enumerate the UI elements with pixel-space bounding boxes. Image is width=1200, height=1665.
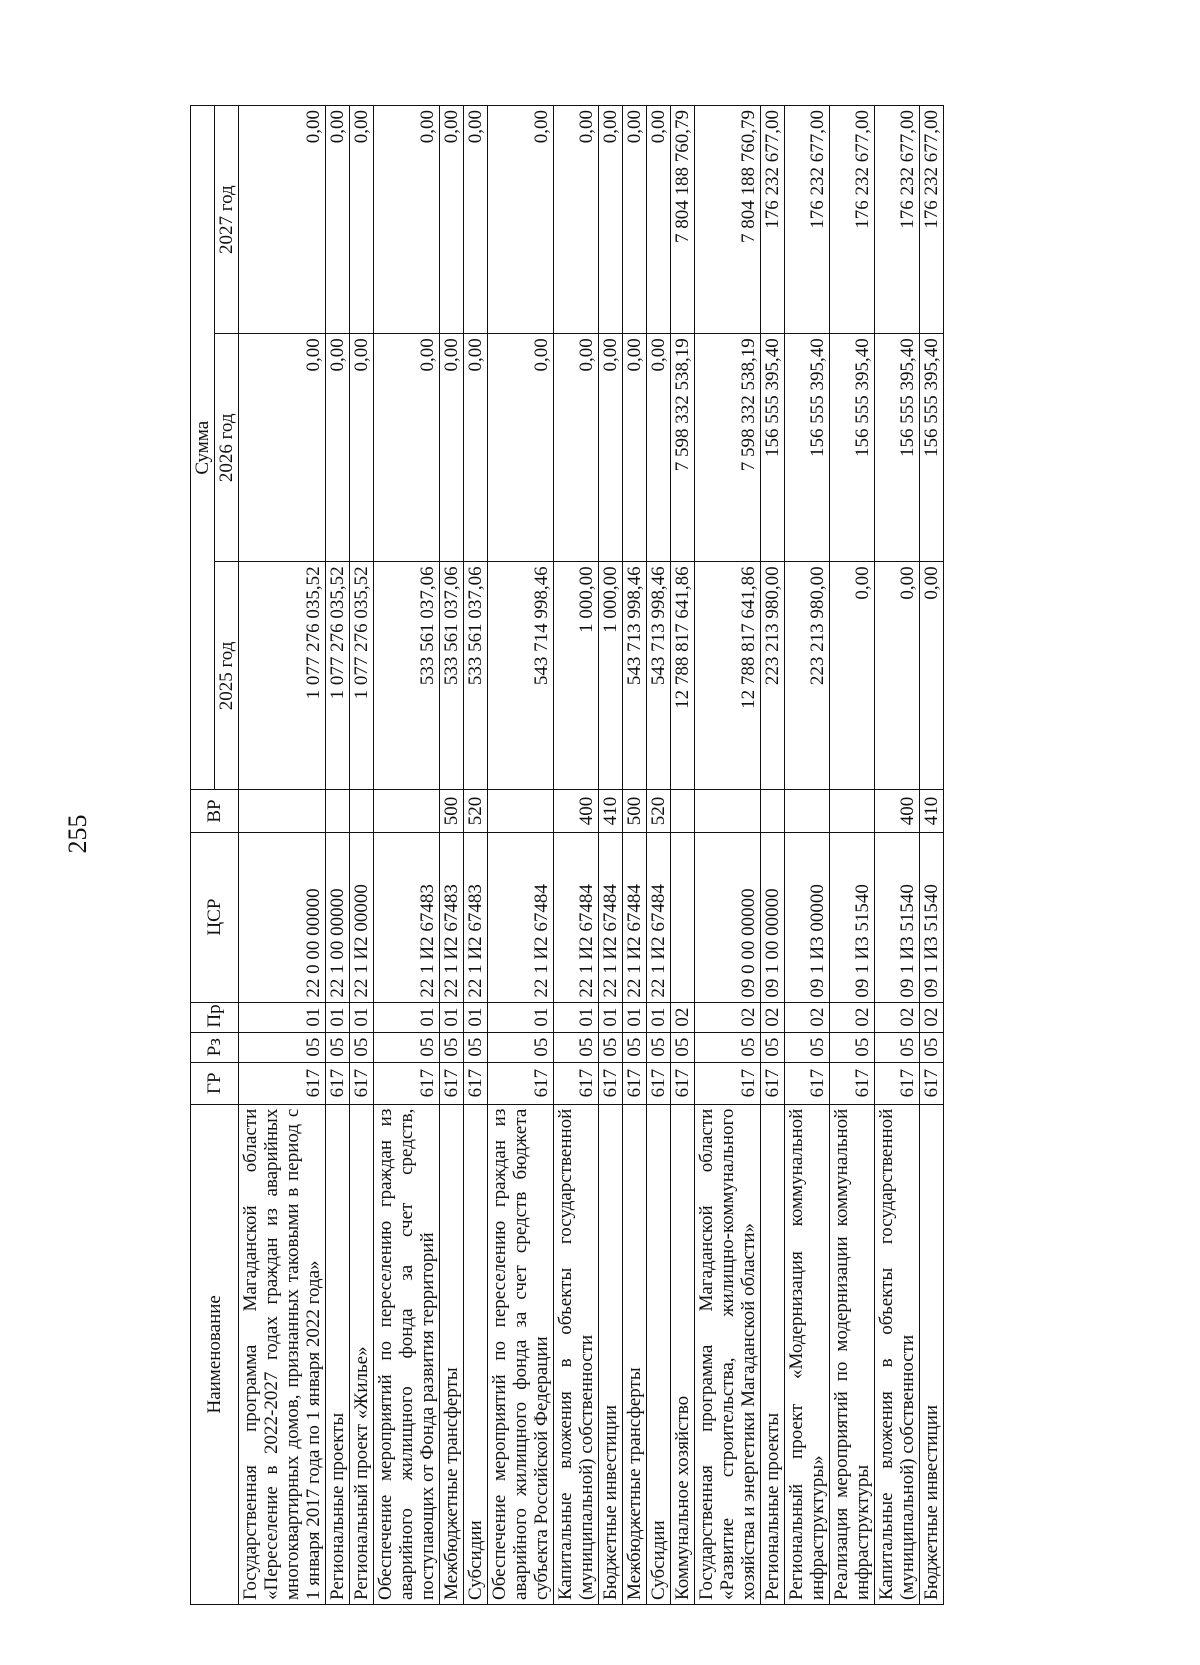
cell-name: Региональные проекты	[761, 1104, 785, 1604]
cell-pr: 01	[647, 1002, 671, 1032]
table-row	[695, 106, 761, 1605]
cell-name: Субсидии	[647, 1104, 671, 1604]
cell-amount-2025: 1 000,00	[599, 562, 623, 790]
cell-amount-2025: 1 077 276 035,52	[350, 562, 374, 790]
cell-rz: 05	[464, 1032, 488, 1062]
header-rz: Рз	[191, 1032, 239, 1062]
header-pr: Пр	[191, 1002, 239, 1032]
cell-pr: 01	[440, 1002, 464, 1032]
cell-amount-2025: 533 561 037,06	[464, 562, 488, 790]
cell-pr: 01	[623, 1002, 647, 1032]
cell-amount-2025: 12 788 817 641,86	[695, 562, 761, 790]
cell-vr: 500	[440, 790, 464, 832]
cell-vr: 520	[647, 790, 671, 832]
cell-amount-2027: 0,00	[599, 106, 623, 334]
cell-gr: 617	[875, 1062, 920, 1104]
cell-amount-2026: 0,00	[350, 334, 374, 562]
cell-amount-2026: 0,00	[374, 334, 440, 562]
table-row	[488, 106, 554, 1605]
cell-pr: 01	[350, 1002, 374, 1032]
cell-amount-2026: 0,00	[326, 334, 350, 562]
cell-rz: 05	[875, 1032, 920, 1062]
cell-amount-2025: 1 000,00	[554, 562, 599, 790]
cell-amount-2026: 0,00	[239, 334, 326, 562]
cell-amount-2026: 156 555 395,40	[761, 334, 785, 562]
cell-csr: 09 1 И3 00000	[785, 832, 830, 1002]
cell-rz: 05	[695, 1032, 761, 1062]
cell-vr	[671, 790, 695, 832]
cell-vr: 500	[623, 790, 647, 832]
cell-csr: 22 1 И2 67484	[488, 832, 554, 1002]
table-row	[623, 106, 647, 1605]
cell-name: Капитальные вложения в объекты государственной (муниципальной) собственности	[554, 1104, 599, 1604]
cell-amount-2025: 543 714 998,46	[488, 562, 554, 790]
cell-rz: 05	[761, 1032, 785, 1062]
cell-amount-2027: 0,00	[374, 106, 440, 334]
cell-pr: 02	[695, 1002, 761, 1032]
cell-rz: 05	[830, 1032, 875, 1062]
cell-amount-2027: 7 804 188 760,79	[671, 106, 695, 334]
cell-vr	[695, 790, 761, 832]
cell-pr: 01	[464, 1002, 488, 1032]
table-row	[830, 106, 875, 1605]
cell-amount-2026: 0,00	[647, 334, 671, 562]
header-sum: Сумма	[191, 106, 215, 791]
cell-csr: 22 1 И2 67483	[464, 832, 488, 1002]
cell-vr	[761, 790, 785, 832]
cell-amount-2027: 0,00	[239, 106, 326, 334]
table-row	[785, 106, 830, 1605]
cell-gr: 617	[623, 1062, 647, 1104]
cell-gr: 617	[695, 1062, 761, 1104]
cell-csr: 22 1 И2 67484	[623, 832, 647, 1002]
cell-csr: 09 0 00 00000	[695, 832, 761, 1002]
cell-amount-2025: 0,00	[875, 562, 920, 790]
cell-name: Обеспечение мероприятий по переселению граждан из аварийного жилищного фонда за счет средств бюджета субъекта Российской Федерации	[488, 1104, 554, 1604]
cell-amount-2027: 176 232 677,00	[785, 106, 830, 334]
table-body	[239, 106, 944, 1605]
cell-pr: 02	[761, 1002, 785, 1032]
cell-amount-2027: 0,00	[350, 106, 374, 334]
cell-gr: 617	[488, 1062, 554, 1104]
cell-vr	[326, 790, 350, 832]
table-row	[554, 106, 599, 1605]
table-row	[350, 106, 374, 1605]
cell-vr	[488, 790, 554, 832]
cell-amount-2027: 0,00	[440, 106, 464, 334]
cell-gr: 617	[785, 1062, 830, 1104]
cell-rz: 05	[623, 1032, 647, 1062]
cell-pr: 01	[599, 1002, 623, 1032]
cell-vr: 410	[599, 790, 623, 832]
cell-amount-2026: 156 555 395,40	[785, 334, 830, 562]
table-row	[440, 106, 464, 1605]
cell-gr: 617	[464, 1062, 488, 1104]
cell-csr: 09 1 И3 51540	[830, 832, 875, 1002]
table-row	[671, 106, 695, 1605]
cell-amount-2026: 156 555 395,40	[920, 334, 944, 562]
cell-pr: 01	[554, 1002, 599, 1032]
header-csr: ЦСР	[191, 832, 239, 1002]
cell-pr: 02	[671, 1002, 695, 1032]
cell-amount-2026: 0,00	[464, 334, 488, 562]
cell-gr: 617	[326, 1062, 350, 1104]
cell-amount-2027: 0,00	[623, 106, 647, 334]
cell-amount-2027: 7 804 188 760,79	[695, 106, 761, 334]
cell-amount-2025: 223 213 980,00	[785, 562, 830, 790]
cell-gr: 617	[239, 1062, 326, 1104]
header-2027: 2027 год	[215, 106, 239, 334]
cell-pr: 01	[239, 1002, 326, 1032]
cell-csr: 09 1 00 00000	[761, 832, 785, 1002]
cell-vr	[374, 790, 440, 832]
table-row	[374, 106, 440, 1605]
header-vr: ВР	[191, 790, 239, 832]
budget-table	[190, 105, 944, 1605]
table-row	[761, 106, 785, 1605]
cell-rz: 05	[647, 1032, 671, 1062]
table-row	[464, 106, 488, 1605]
cell-name: Коммунальное хозяйство	[671, 1104, 695, 1604]
cell-pr: 01	[326, 1002, 350, 1032]
cell-amount-2025: 223 213 980,00	[761, 562, 785, 790]
cell-vr	[830, 790, 875, 832]
cell-name: Региональные проекты	[326, 1104, 350, 1604]
cell-gr: 617	[761, 1062, 785, 1104]
cell-amount-2027: 0,00	[488, 106, 554, 334]
cell-rz: 05	[326, 1032, 350, 1062]
cell-vr	[785, 790, 830, 832]
cell-rz: 05	[554, 1032, 599, 1062]
cell-vr: 410	[920, 790, 944, 832]
table-row	[920, 106, 944, 1605]
header-gr: ГР	[191, 1062, 239, 1104]
cell-amount-2027: 176 232 677,00	[920, 106, 944, 334]
cell-amount-2025: 1 077 276 035,52	[239, 562, 326, 790]
cell-amount-2026: 7 598 332 538,19	[695, 334, 761, 562]
cell-pr: 02	[920, 1002, 944, 1032]
header-2025: 2025 год	[215, 562, 239, 790]
cell-rz: 05	[599, 1032, 623, 1062]
cell-csr: 22 0 00 00000	[239, 832, 326, 1002]
cell-name: Региональный проект «Жилье»	[350, 1104, 374, 1604]
header-2026: 2026 год	[215, 334, 239, 562]
cell-pr: 02	[830, 1002, 875, 1032]
cell-name: Государственная программа Магаданской области «Развитие строительства, жилищно-коммунального хозяйства и энергетики Магаданской области»	[695, 1104, 761, 1604]
cell-vr	[239, 790, 326, 832]
cell-amount-2026: 7 598 332 538,19	[671, 334, 695, 562]
page-number: 255	[63, 814, 92, 854]
cell-amount-2027: 176 232 677,00	[830, 106, 875, 334]
cell-amount-2025: 543 713 998,46	[623, 562, 647, 790]
cell-amount-2025: 0,00	[920, 562, 944, 790]
cell-rz: 05	[785, 1032, 830, 1062]
cell-csr: 22 1 И2 00000	[350, 832, 374, 1002]
cell-name: Бюджетные инвестиции	[599, 1104, 623, 1604]
cell-amount-2025: 533 561 037,06	[374, 562, 440, 790]
cell-vr	[350, 790, 374, 832]
header-name: Наименование	[191, 1104, 239, 1604]
cell-amount-2026: 0,00	[440, 334, 464, 562]
cell-gr: 617	[554, 1062, 599, 1104]
cell-gr: 617	[374, 1062, 440, 1104]
cell-csr: 22 1 И2 67484	[554, 832, 599, 1002]
cell-amount-2025: 12 788 817 641,86	[671, 562, 695, 790]
cell-amount-2027: 0,00	[326, 106, 350, 334]
cell-amount-2025: 1 077 276 035,52	[326, 562, 350, 790]
cell-name: Бюджетные инвестиции	[920, 1104, 944, 1604]
cell-name: Межбюджетные трансферты	[440, 1104, 464, 1604]
cell-amount-2025: 0,00	[830, 562, 875, 790]
cell-rz: 05	[920, 1032, 944, 1062]
cell-csr: 22 1 И2 67484	[599, 832, 623, 1002]
table-row	[599, 106, 623, 1605]
cell-amount-2027: 176 232 677,00	[875, 106, 920, 334]
cell-amount-2027: 0,00	[554, 106, 599, 334]
table-row	[647, 106, 671, 1605]
cell-name: Государственная программа Магаданской области «Переселение в 2022-2027 годах граждан из аварийных многоквартирных домов, признанных таковыми в период с 1 января 2017 года по 1 января 2022 года»	[239, 1104, 326, 1604]
cell-csr: 22 1 И2 67483	[440, 832, 464, 1002]
cell-gr: 617	[920, 1062, 944, 1104]
cell-gr: 617	[440, 1062, 464, 1104]
cell-amount-2026: 156 555 395,40	[875, 334, 920, 562]
cell-csr	[671, 832, 695, 1002]
cell-csr: 09 1 И3 51540	[920, 832, 944, 1002]
cell-amount-2025: 543 713 998,46	[647, 562, 671, 790]
cell-gr: 617	[647, 1062, 671, 1104]
cell-name: Субсидии	[464, 1104, 488, 1604]
cell-csr: 09 1 И3 51540	[875, 832, 920, 1002]
header-row-1	[191, 106, 215, 1605]
cell-amount-2027: 0,00	[647, 106, 671, 334]
cell-pr: 02	[875, 1002, 920, 1032]
cell-gr: 617	[671, 1062, 695, 1104]
cell-vr: 520	[464, 790, 488, 832]
cell-rz: 05	[440, 1032, 464, 1062]
table-row	[326, 106, 350, 1605]
cell-amount-2026: 0,00	[599, 334, 623, 562]
cell-amount-2027: 176 232 677,00	[761, 106, 785, 334]
cell-csr: 22 1 И2 67484	[647, 832, 671, 1002]
cell-gr: 617	[830, 1062, 875, 1104]
cell-vr: 400	[554, 790, 599, 832]
cell-rz: 05	[488, 1032, 554, 1062]
cell-pr: 02	[785, 1002, 830, 1032]
cell-amount-2025: 533 561 037,06	[440, 562, 464, 790]
cell-pr: 01	[488, 1002, 554, 1032]
cell-rz: 05	[350, 1032, 374, 1062]
rotated-table-container	[190, 105, 1150, 1605]
cell-rz: 05	[374, 1032, 440, 1062]
cell-amount-2027: 0,00	[464, 106, 488, 334]
cell-amount-2026: 0,00	[623, 334, 647, 562]
cell-rz: 05	[671, 1032, 695, 1062]
table-row	[239, 106, 326, 1605]
cell-name: Региональный проект «Модернизация коммунальной инфраструктуры»	[785, 1104, 830, 1604]
cell-gr: 617	[599, 1062, 623, 1104]
table-row	[875, 106, 920, 1605]
cell-amount-2026: 0,00	[554, 334, 599, 562]
cell-name: Обеспечение мероприятий по переселению граждан из аварийного жилищного фонда за счет средств, поступающих от Фонда развития территорий	[374, 1104, 440, 1604]
cell-name: Капитальные вложения в объекты государственной (муниципальной) собственности	[875, 1104, 920, 1604]
cell-pr: 01	[374, 1002, 440, 1032]
cell-gr: 617	[350, 1062, 374, 1104]
cell-name: Межбюджетные трансферты	[623, 1104, 647, 1604]
cell-name: Реализация мероприятий по модернизации коммунальной инфраструктуры	[830, 1104, 875, 1604]
cell-rz: 05	[239, 1032, 326, 1062]
cell-amount-2026: 0,00	[488, 334, 554, 562]
cell-csr: 22 1 И2 67483	[374, 832, 440, 1002]
cell-vr: 400	[875, 790, 920, 832]
cell-amount-2026: 156 555 395,40	[830, 334, 875, 562]
cell-csr: 22 1 00 00000	[326, 832, 350, 1002]
